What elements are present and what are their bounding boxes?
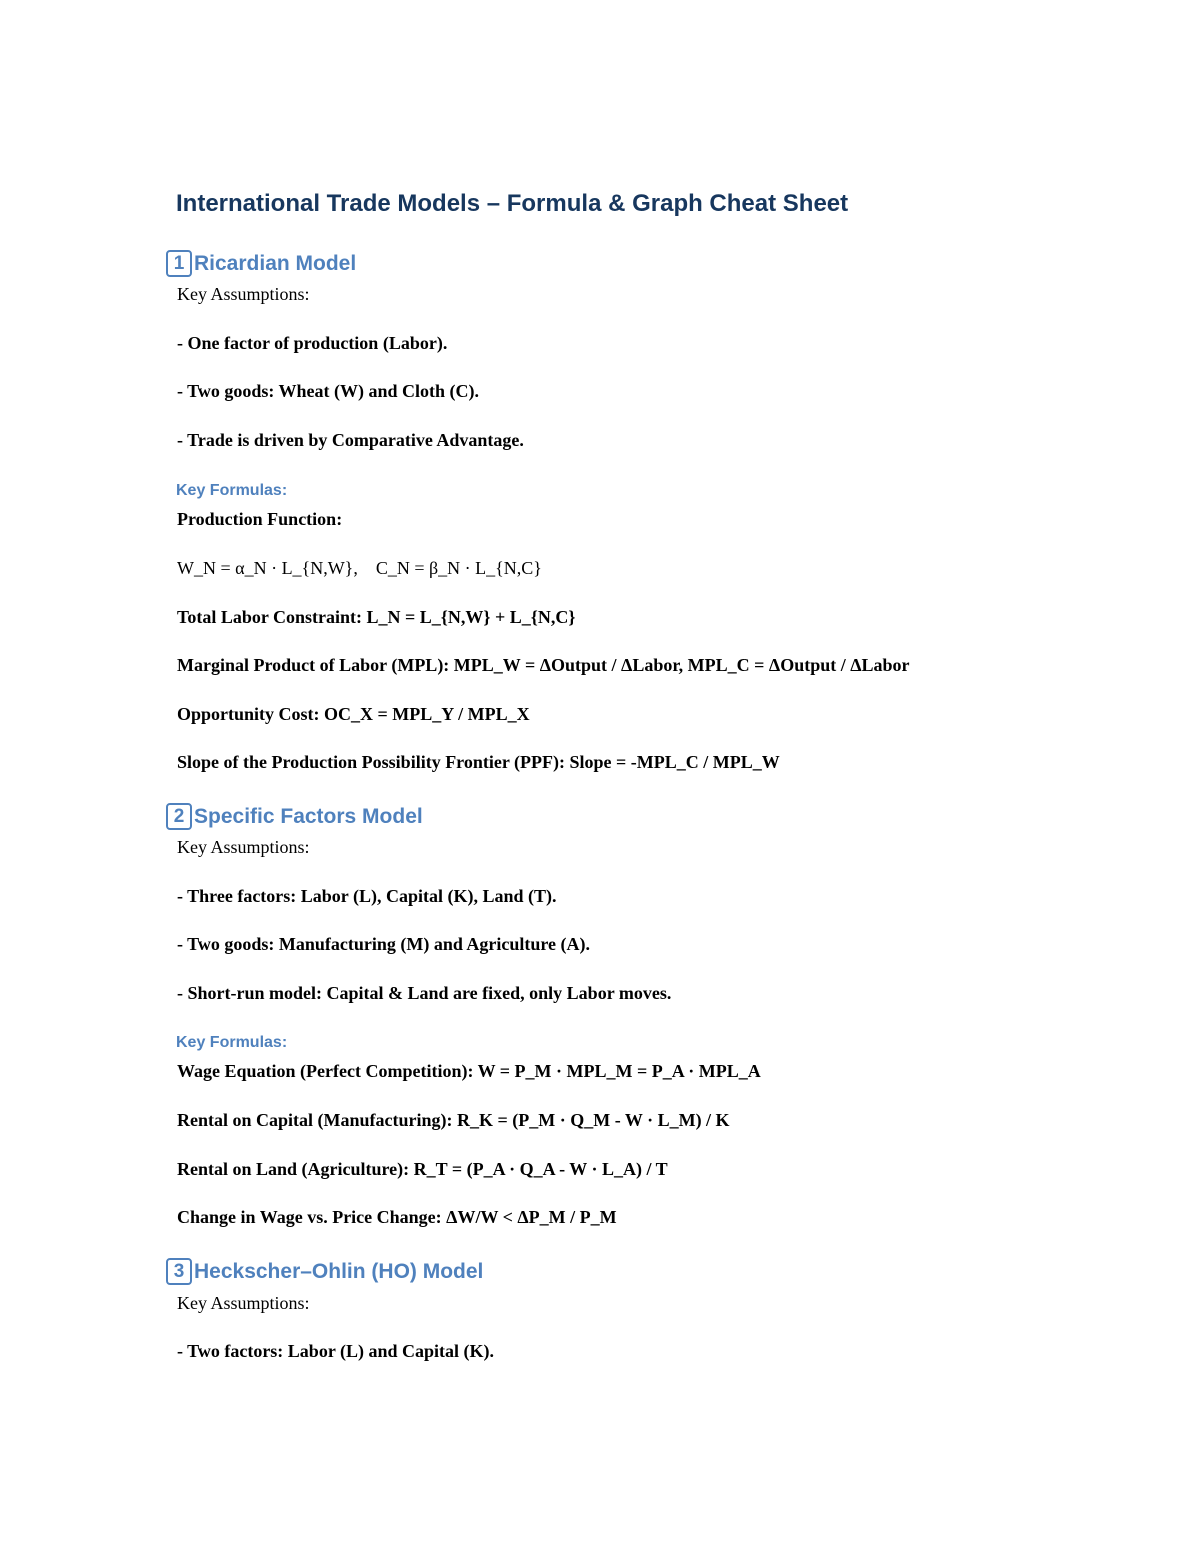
formula-item: Rental on Capital (Manufacturing): R_K = (P_M · Q_M - W · L_M) / K <box>177 1110 730 1130</box>
assumptions-label: Key Assumptions: <box>177 284 310 304</box>
assumption-item: - One factor of production (Labor). <box>177 333 448 353</box>
formula-item: Marginal Product of Labor (MPL): MPL_W = ΔOutput / ΔLabor, MPL_C = ΔOutput / ΔLabor <box>177 655 910 675</box>
assumptions-label: Key Assumptions: <box>177 1293 310 1313</box>
formulas-label: Key Formulas: <box>176 1034 288 1051</box>
formula-item: W_N = α_N · L_{N,W}, C_N = β_N · L_{N,C} <box>177 558 542 578</box>
assumptions-label: Key Assumptions: <box>177 837 310 857</box>
formula-item: Total Labor Constraint: L_N = L_{N,W} + L_{N,C} <box>177 607 576 627</box>
section-heading-heckscher-ohlin <box>166 1258 483 1285</box>
formulas-label: Key Formulas: <box>176 482 288 499</box>
formula-item: Opportunity Cost: OC_X = MPL_Y / MPL_X <box>177 704 530 724</box>
page-title: International Trade Models – Formula & Graph Cheat Sheet <box>176 190 849 217</box>
assumption-item: - Two goods: Wheat (W) and Cloth (C). <box>177 381 480 401</box>
section-number-badge: 2 <box>166 803 192 830</box>
section-heading-ricardian <box>166 250 356 277</box>
section-heading-specific-factors <box>166 803 423 830</box>
formula-item: Production Function: <box>177 509 343 529</box>
formula-item: Change in Wage vs. Price Change: ΔW/W < ΔP_M / P_M <box>177 1207 617 1227</box>
assumption-item: - Three factors: Labor (L), Capital (K), Land (T). <box>177 886 557 906</box>
section-title: Specific Factors Model <box>194 804 423 828</box>
formula-item: Slope of the Production Possibility Frontier (PPF): Slope = -MPL_C / MPL_W <box>177 752 780 772</box>
section-title: Heckscher–Ohlin (HO) Model <box>194 1259 484 1283</box>
section-title: Ricardian Model <box>194 251 357 275</box>
section-number-badge: 3 <box>166 1258 192 1285</box>
assumption-item: - Short-run model: Capital & Land are fixed, only Labor moves. <box>177 983 672 1003</box>
assumption-item: - Trade is driven by Comparative Advantage. <box>177 430 524 450</box>
assumption-item: - Two goods: Manufacturing (M) and Agriculture (A). <box>177 934 590 954</box>
assumption-item: - Two factors: Labor (L) and Capital (K). <box>177 1341 494 1361</box>
section-number-badge: 1 <box>166 250 192 277</box>
formula-item: Rental on Land (Agriculture): R_T = (P_A · Q_A - W · L_A) / T <box>177 1159 668 1179</box>
formula-item: Wage Equation (Perfect Competition): W = P_M · MPL_M = P_A · MPL_A <box>177 1061 761 1081</box>
